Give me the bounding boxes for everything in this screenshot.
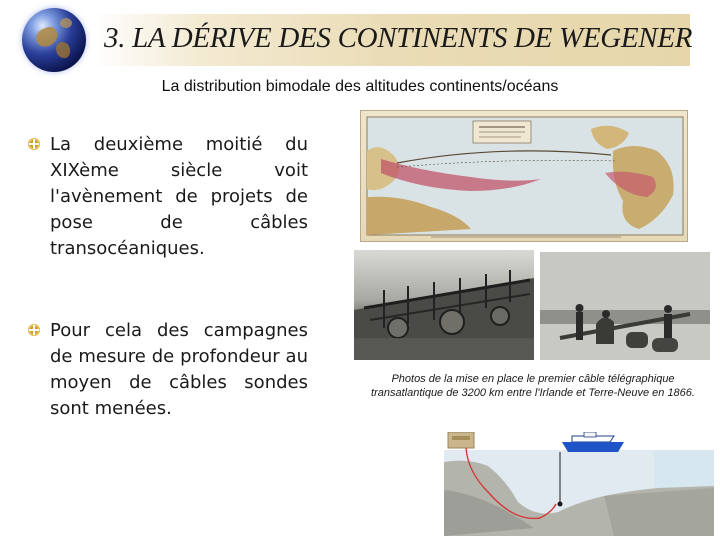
cable-landing-photo: [540, 252, 710, 360]
page-subtitle: La distribution bimodale des altitudes continents/océans: [161, 78, 559, 95]
figure-caption: Photos de la mise en place le premier câble télégraphique transatlantique de 3200 km entre l'Irlande et Terre-Neuve en 1866.: [371, 373, 695, 399]
globe-icon: [22, 8, 86, 72]
bullet-marker-icon: [28, 324, 40, 336]
page-title: 3. LA DÉRIVE DES CONTINENTS DE WEGENER: [104, 22, 693, 54]
bullet-marker-icon: [28, 138, 40, 150]
cable-machinery-photo: [354, 250, 534, 360]
bullet-1: [26, 132, 308, 262]
bullet-2-text: Pour cela des campagnes de mesure de profondeur au moyen de câbles sondes sont menées.: [50, 320, 308, 419]
bullet-1-text: La deuxième moitié du XIXème siècle voit l'avènement de projets de pose de câbles transocéaniques.: [50, 134, 308, 259]
sounding-diagram: [444, 432, 714, 536]
cable-route-map: [360, 110, 688, 242]
bullet-2: [26, 318, 308, 422]
